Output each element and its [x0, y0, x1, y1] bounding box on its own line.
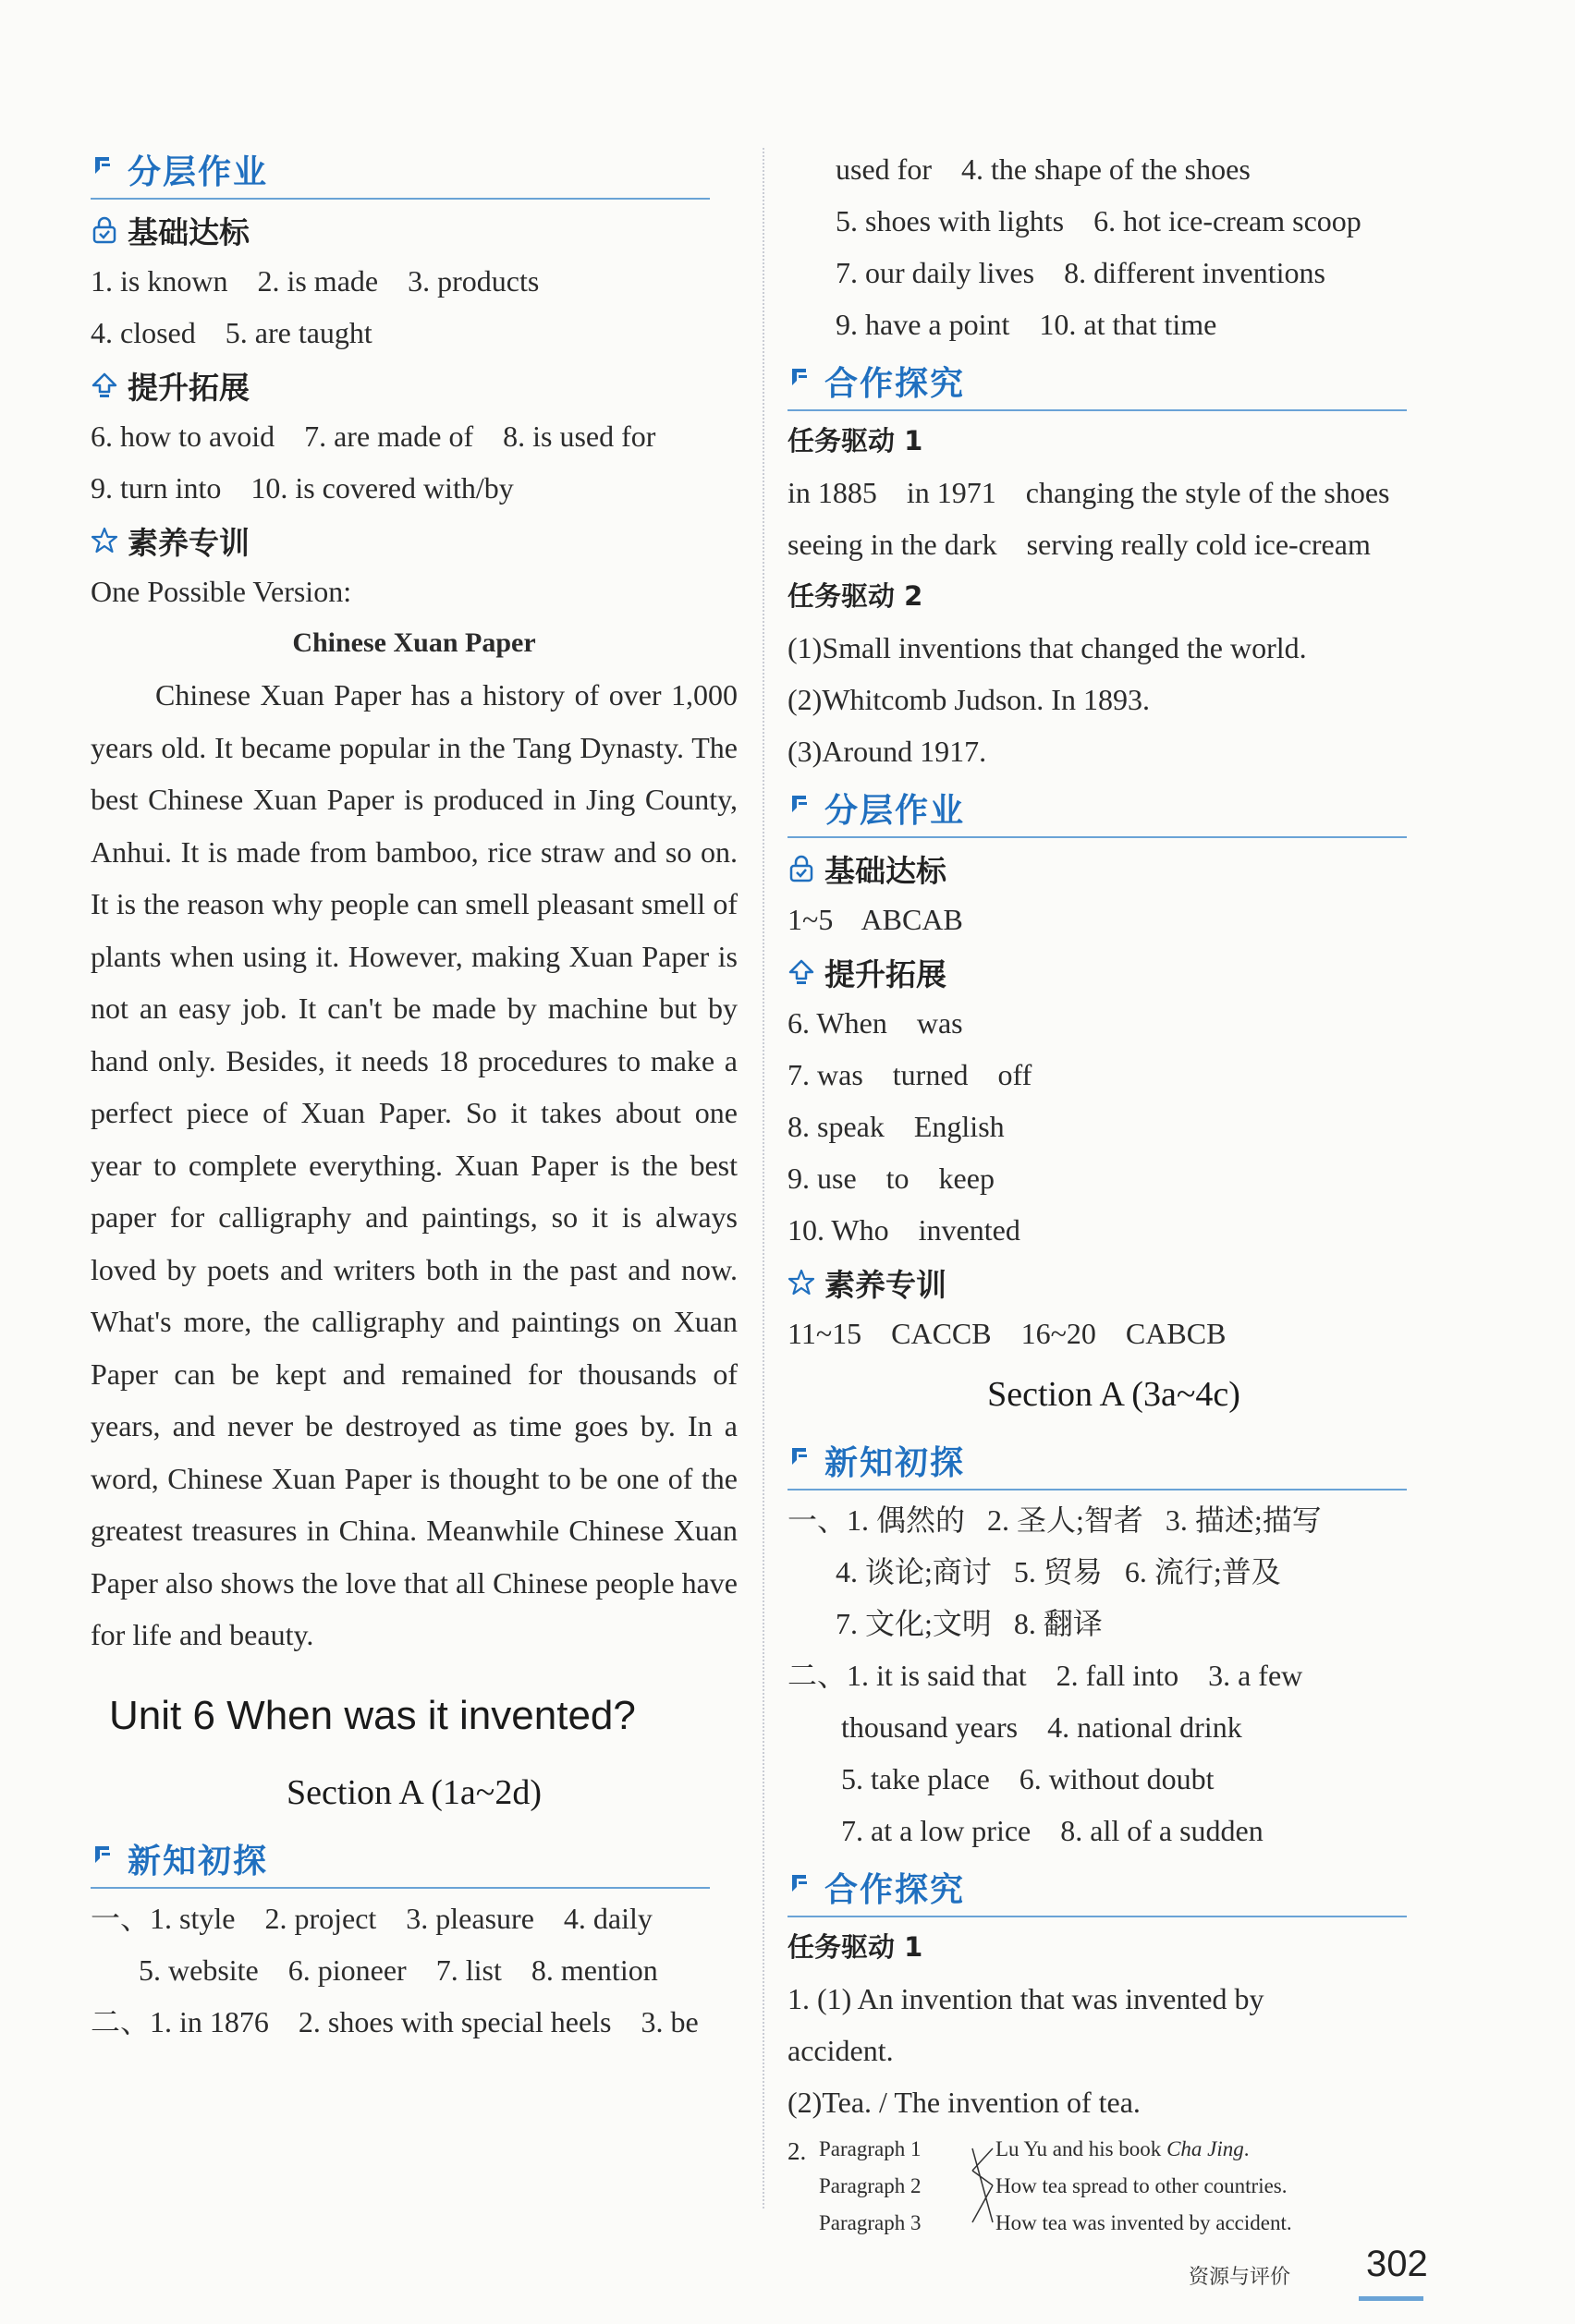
paragraph-label: Paragraph 3: [819, 2211, 922, 2234]
answer-line: 10. Who invented: [788, 1213, 1020, 1247]
answer-line: (3)Around 1917.: [788, 735, 987, 768]
heading-hezuo: 合作探究: [788, 356, 1407, 411]
answer-line: accident.: [788, 2034, 894, 2067]
answer-line: 二、1. in 1876 2. shoes with special heels 3. be: [91, 2004, 699, 2038]
matching-exercise: [788, 2134, 1440, 2245]
left-column: [91, 139, 738, 2048]
answer-line: 7. at a low price 8. all of a sudden: [841, 1814, 1264, 1847]
heading-tisheng: 提升拓展: [91, 359, 738, 410]
version-label: One Possible Version:: [91, 575, 352, 608]
answer-line: 6. how to avoid 7. are made of 8. is used for: [91, 420, 656, 453]
answer-line: used for 4. the shape of the shoes: [836, 152, 1251, 186]
answer-line: 一、1. 偶然的 2. 圣人;智者 3. 描述;描写: [788, 1503, 1322, 1537]
bookmark-icon: [92, 1844, 113, 1865]
match-option: How tea spread to other countries.: [995, 2174, 1288, 2197]
answer-line: 7. was turned off: [788, 1058, 1032, 1091]
task-label: 任务驱动 2: [788, 580, 923, 612]
section-title: Section A (3a~4c): [987, 1375, 1240, 1414]
answer-line: 1~5 ABCAB: [788, 903, 963, 936]
star-icon: [788, 1269, 815, 1296]
answer-line: thousand years 4. national drink: [841, 1710, 1242, 1744]
footer-accent: [1359, 2296, 1423, 2301]
answer-line: 7. our daily lives 8. different inventions: [836, 256, 1325, 289]
up-arrow-icon: [91, 371, 118, 399]
answer-line: 1. (1) An invention that was invented by: [788, 1982, 1264, 2015]
bookmark-icon: [789, 794, 810, 814]
answer-line: 4. 谈论;商讨 5. 贸易 6. 流行;普及: [836, 1555, 1281, 1588]
star-icon: [91, 527, 118, 554]
answer-line: 二、1. it is said that 2. fall into 3. a few: [788, 1659, 1303, 1692]
heading-fencen: 分层作业: [788, 783, 1407, 838]
match-number: 2.: [788, 2137, 807, 2165]
heading-suyang: 素养专训: [91, 514, 738, 566]
essay-title: Chinese Xuan Paper: [292, 627, 536, 658]
answer-line: 5. take place 6. without doubt: [841, 1762, 1215, 1795]
task-label: 任务驱动 1: [788, 425, 923, 456]
right-column: [788, 143, 1440, 2245]
match-option: Lu Yu and his book Cha Jing.: [995, 2137, 1250, 2160]
heading-xinzhi: 新知初探: [91, 1833, 710, 1889]
bookmark-icon: [789, 367, 810, 387]
essay-body: Chinese Xuan Paper has a history of over 1,000 years old. It became popular in the Tang Dynasty. The best Chinese Xuan Paper is produced in Jing County, Anhui. It is made from bamboo, rice straw and so on. It is the reason why people can smell pleasant smell of plants when using it. However, making Xuan Paper is not an easy job. It can't be made by machine but by hand only. Besides, it needs 18 procedures to make a perfect piece of Xuan Paper. So it takes about one year to complete everything. Xuan Paper is the best paper for calligraphy and paintings, so it is always loved by poets and writers both in the past and now. What's more, the calligraphy and paintings on Xuan Paper can be kept and remained for thousands of years, and never be destroyed as time goes by. In a word, Chinese Xuan Paper is thought to be one of the greatest treasures in China. Meanwhile Chinese Xuan Paper also shows the love that all Chinese people have for life and beauty.: [91, 678, 738, 1651]
answer-line: in 1885 in 1971 changing the style of the shoes: [788, 476, 1390, 509]
heading-tisheng: 提升拓展: [788, 945, 1440, 997]
answer-line: 8. speak English: [788, 1110, 1005, 1143]
paragraph-label: Paragraph 2: [819, 2174, 922, 2197]
column-divider: [763, 148, 764, 2208]
heading-xinzhi: 新知初探: [788, 1435, 1407, 1491]
heading-fencen: 分层作业: [91, 144, 710, 200]
answer-line: 1. is known 2. is made 3. products: [91, 264, 540, 298]
answer-line: (1)Small inventions that changed the world.: [788, 631, 1307, 664]
lock-icon: [91, 216, 118, 244]
task-label: 任务驱动 1: [788, 1931, 923, 1963]
answer-line: 9. turn into 10. is covered with/by: [91, 471, 514, 505]
bookmark-icon: [789, 1446, 810, 1466]
page-number: 302: [1366, 2244, 1428, 2284]
section-title: Section A (1a~2d): [287, 1772, 542, 1812]
answer-line: 4. closed 5. are taught: [91, 316, 372, 349]
footer-label: 资源与评价: [1189, 2266, 1291, 2289]
answer-line: 9. have a point 10. at that time: [836, 308, 1217, 341]
answer-line: 一、1. style 2. project 3. pleasure 4. daily: [91, 1901, 653, 1935]
bookmark-icon: [92, 155, 113, 176]
unit-title: Unit 6 When was it invented?: [109, 1692, 636, 1738]
answer-line: 7. 文化;文明 8. 翻译: [836, 1607, 1103, 1640]
answer-line: seeing in the dark serving really cold ice-cream: [788, 528, 1371, 561]
answer-line: 5. website 6. pioneer 7. list 8. mention: [139, 1953, 658, 1987]
up-arrow-icon: [788, 958, 815, 986]
answer-line: 5. shoes with lights 6. hot ice-cream scoop: [836, 204, 1361, 237]
answer-line: 6. When was: [788, 1006, 963, 1040]
heading-jichu: 基础达标: [91, 203, 738, 255]
answer-line: 9. use to keep: [788, 1162, 995, 1195]
answer-line: (2)Whitcomb Judson. In 1893.: [788, 683, 1150, 716]
match-option: How tea was invented by accident.: [995, 2211, 1292, 2234]
heading-hezuo: 合作探究: [788, 1862, 1407, 1917]
paragraph-label: Paragraph 1: [819, 2137, 922, 2160]
answer-line: (2)Tea. / The invention of tea.: [788, 2086, 1141, 2119]
heading-suyang: 素养专训: [788, 1256, 1440, 1308]
answer-line: 11~15 CACCB 16~20 CABCB: [788, 1317, 1227, 1350]
heading-jichu: 基础达标: [788, 842, 1440, 894]
lock-icon: [788, 855, 815, 882]
bookmark-icon: [789, 1873, 810, 1893]
